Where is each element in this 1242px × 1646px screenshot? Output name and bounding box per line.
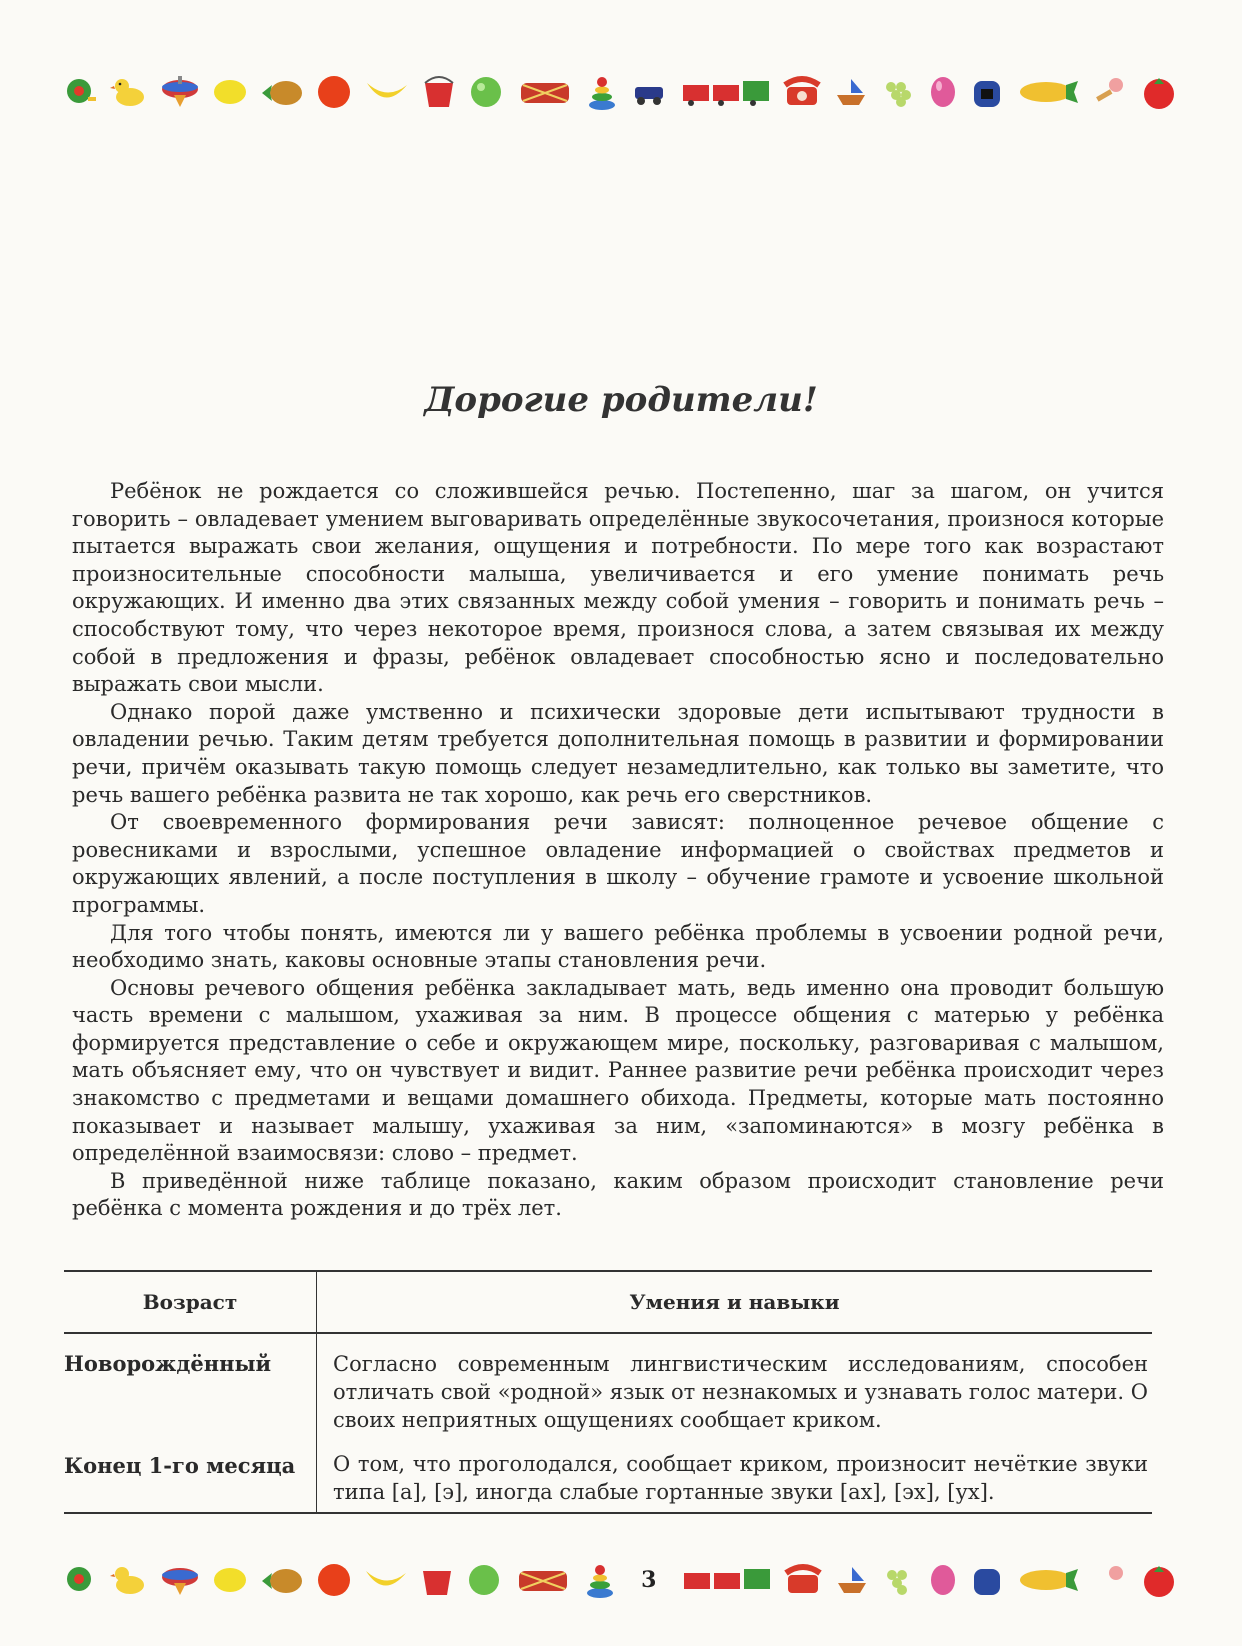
paragraph: Для того чтобы понять, имеются ли у вашего ребёнка проблемы в усвоении родной речи, необходимо знать, каковы основные этапы становления речи.: [72, 920, 1164, 973]
orange-icon: [316, 1562, 352, 1598]
page-title: Дорогие родители!: [424, 380, 818, 420]
green-ball-icon: [469, 75, 503, 109]
toy-boat-icon: [834, 1563, 870, 1597]
tomato-icon: [1140, 1562, 1178, 1598]
bucket-icon: [419, 1563, 455, 1597]
drum-icon: [513, 1563, 573, 1597]
blue-bag-icon: [970, 1563, 1004, 1597]
drum-icon: [515, 75, 575, 109]
corn-icon: [1016, 77, 1080, 107]
skills-cell: Согласно современным лингвистическим исследованиям, способен отличать свой «родной» язык от незнакомых и узнавать голос матери. О своих неприятных ощущениях сообщает криком.: [317, 1333, 1153, 1440]
age-cell: Новорождённый: [64, 1351, 272, 1376]
grapes-icon: [882, 1563, 916, 1597]
rattle-icon: [64, 75, 98, 109]
lemon-icon: [212, 1565, 248, 1595]
spinning-top-icon: [160, 75, 200, 109]
speech-development-table: [64, 1270, 1152, 1514]
rattle-icon: [64, 1563, 98, 1597]
paragraph: Ребёнок не рождается со сложившейся речью. Постепенно, шаг за шагом, он учится говорить – овладевает умением выговаривать определённые звукосочетания, произнося которые пытается выражать свои желания, ощущения и потребности. По мере того как возрастают произносительные способности малыша, увеличивается и его умение понимать речь окружающих. И именно два этих связанных между собой умения – говорить и понимать речь – способствуют тому, что через некоторое время, произнося слова, а затем связывая их между собой в предложения и фразы, ребёнок овладевает способностью ясно и последовательно выражать свои мысли.: [72, 479, 1164, 697]
toy-boat-icon: [833, 75, 869, 109]
pink-egg-icon: [928, 1562, 958, 1598]
pyramid-toy-icon: [585, 1561, 615, 1599]
pineapple-icon: [260, 75, 304, 109]
table-header-row: [64, 1271, 1152, 1333]
paragraph: Основы речевого общения ребёнка закладывает мать, ведь именно она проводит большую часть времени с малышом, ухаживая за ним. В процессе общения с матерью у ребёнка формируется представление о себе и окружающем мире, поскольку, разговаривая с малышом, мать объясняет ему, что он чувствует и видит. Раннее развитие речи ребёнка происходит через знакомство с предметами и вещами домашнего обихода. Предметы, которые мать постоянно показывает и называет малышу, ухаживая за ним, «запоминаются» в мозгу ребёнка в определённой взаимосвязи: слово – предмет.: [72, 975, 1164, 1166]
age-column-header: Возраст: [64, 1271, 317, 1333]
pineapple-icon: [260, 1563, 304, 1597]
tomato-icon: [1140, 74, 1178, 110]
green-ball-icon: [467, 1563, 501, 1597]
banana-icon: [365, 75, 409, 109]
baby-rattle-icon: [1092, 75, 1128, 109]
age-cell: Конец 1-го месяца: [64, 1440, 317, 1513]
baby-rattle-icon: [1092, 1563, 1128, 1597]
bucket-icon: [421, 75, 457, 109]
table-row: [64, 1440, 1152, 1513]
toy-train-icon: [681, 75, 771, 109]
bottom-decorative-border: [64, 1556, 1178, 1604]
duck-icon: [110, 1563, 148, 1597]
table-row: [64, 1333, 1152, 1440]
paragraph: Однако порой даже умственно и психически здоровые дети испытывают трудности в овладении речью. Таким детям требуется дополнительная помощь в развитии и формировании речи, причём оказывать такую помощь следует незамедлительно, как только вы заметите, что речь вашего ребёнка развита не так хорошо, как речь его сверстников.: [72, 699, 1164, 807]
skills-cell: О том, что проголодался, сообщает криком, произносит нечёткие звуки типа [а], [э], иногда слабые гортанные звуки [ах], [эх], [ух].: [317, 1440, 1153, 1513]
duck-icon: [110, 75, 148, 109]
top-decorative-border: [64, 68, 1178, 116]
corn-icon: [1016, 1565, 1080, 1595]
pyramid-toy-icon: [587, 73, 617, 111]
pink-egg-icon: [928, 74, 958, 110]
page-number: 3: [641, 1567, 657, 1593]
grapes-icon: [881, 75, 915, 109]
toy-car-icon: [629, 75, 669, 109]
paragraph: От своевременного формирования речи зависят: полноценное речевое общение с ровесниками и взрослыми, успешное овладение информацией о свойствах предметов и окружающих явлений, а после поступления в школу – обучение грамоте и усвоение школьной программы.: [72, 810, 1164, 917]
telephone-icon: [784, 1563, 822, 1597]
intro-text: [72, 478, 1164, 1223]
toy-train-icon: [682, 1563, 772, 1597]
spinning-top-icon: [160, 1563, 200, 1597]
telephone-icon: [783, 75, 821, 109]
paragraph: В приведённой ниже таблице показано, каким образом происходит становление речи ребёнка с момента рождения и до трёх лет.: [72, 1168, 1164, 1221]
lemon-icon: [212, 77, 248, 107]
blue-bag-icon: [970, 75, 1004, 109]
orange-icon: [316, 74, 352, 110]
skills-column-header: Умения и навыки: [317, 1271, 1153, 1333]
banana-icon: [364, 1563, 408, 1597]
